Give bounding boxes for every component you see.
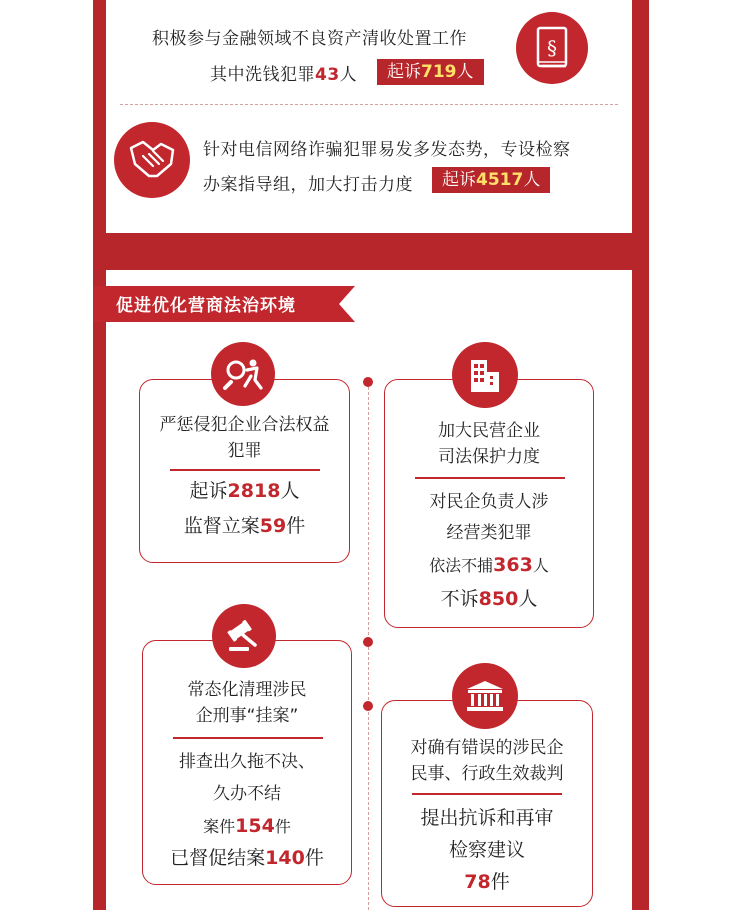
courthouse-icon: [452, 663, 518, 729]
gavel-icon: [212, 604, 276, 668]
card-body-line2: 经营类犯罪: [446, 523, 532, 543]
fraud-line1: 针对电信网络诈骗犯罪易发多发态势，专设检察: [203, 140, 571, 160]
law-book-icon: [516, 12, 588, 84]
section-title: 促进优化营商法治环境: [116, 296, 296, 316]
building-icon: [452, 342, 518, 408]
card-rule: [412, 793, 562, 795]
finance-badge: 起诉719人: [377, 59, 484, 85]
card-title-line2: 司法保护力度: [438, 447, 540, 467]
svg-text:§: §: [547, 36, 557, 60]
handshake-icon: [114, 122, 190, 198]
card-body-line1: 对民企负责人涉: [429, 492, 549, 512]
card-rule: [415, 477, 565, 479]
card-private-enterprise: [384, 379, 594, 628]
card-infringement: [139, 379, 350, 563]
card-rule: [173, 737, 323, 739]
search-person-icon: [211, 342, 275, 406]
card-pending-cases: [142, 640, 352, 885]
card-body-line1: 排查出久拖不决、: [179, 752, 315, 772]
timeline-dot: [363, 637, 373, 647]
fraud-line2: 办案指导组，加大打击力度: [203, 175, 413, 195]
card-title-line1: 对确有错误的涉民企: [410, 738, 564, 758]
divider: [120, 104, 618, 105]
card-title-line1: 加大民营企业: [438, 421, 540, 441]
card-title-line2: 民事、行政生效裁判: [410, 764, 564, 784]
fraud-badge: 起诉4517人: [432, 167, 550, 193]
finance-line2: 其中洗钱犯罪43人: [210, 65, 358, 85]
card-stat1: 起诉2818人: [189, 480, 300, 502]
timeline-dot: [363, 701, 373, 711]
card-body-line2: 久办不结: [213, 784, 281, 804]
card-body-line1: 提出抗诉和再审: [420, 807, 554, 829]
card-stat2: 已督促结案140件: [170, 847, 324, 869]
card-protest: [381, 700, 593, 907]
card-title-line2: 犯罪: [227, 441, 262, 461]
card-stat2: 监督立案59件: [183, 515, 306, 537]
card-body-line2: 检察建议: [448, 839, 525, 861]
card-title-line1: 严惩侵犯企业合法权益: [159, 415, 330, 435]
card-stat1: 依法不捕363人: [429, 554, 549, 576]
timeline-dot: [363, 377, 373, 387]
card-stat1: 案件154件: [203, 815, 291, 837]
finance-line1: 积极参与金融领域不良资产清收处置工作: [152, 29, 467, 49]
card-title-line2: 企刑事“挂案”: [195, 706, 299, 726]
card-title-line1: 常态化清理涉民: [187, 680, 307, 700]
card-rule: [170, 469, 320, 471]
card-stat1: 78件: [464, 871, 510, 893]
card-stat2: 不诉850人: [440, 588, 538, 610]
